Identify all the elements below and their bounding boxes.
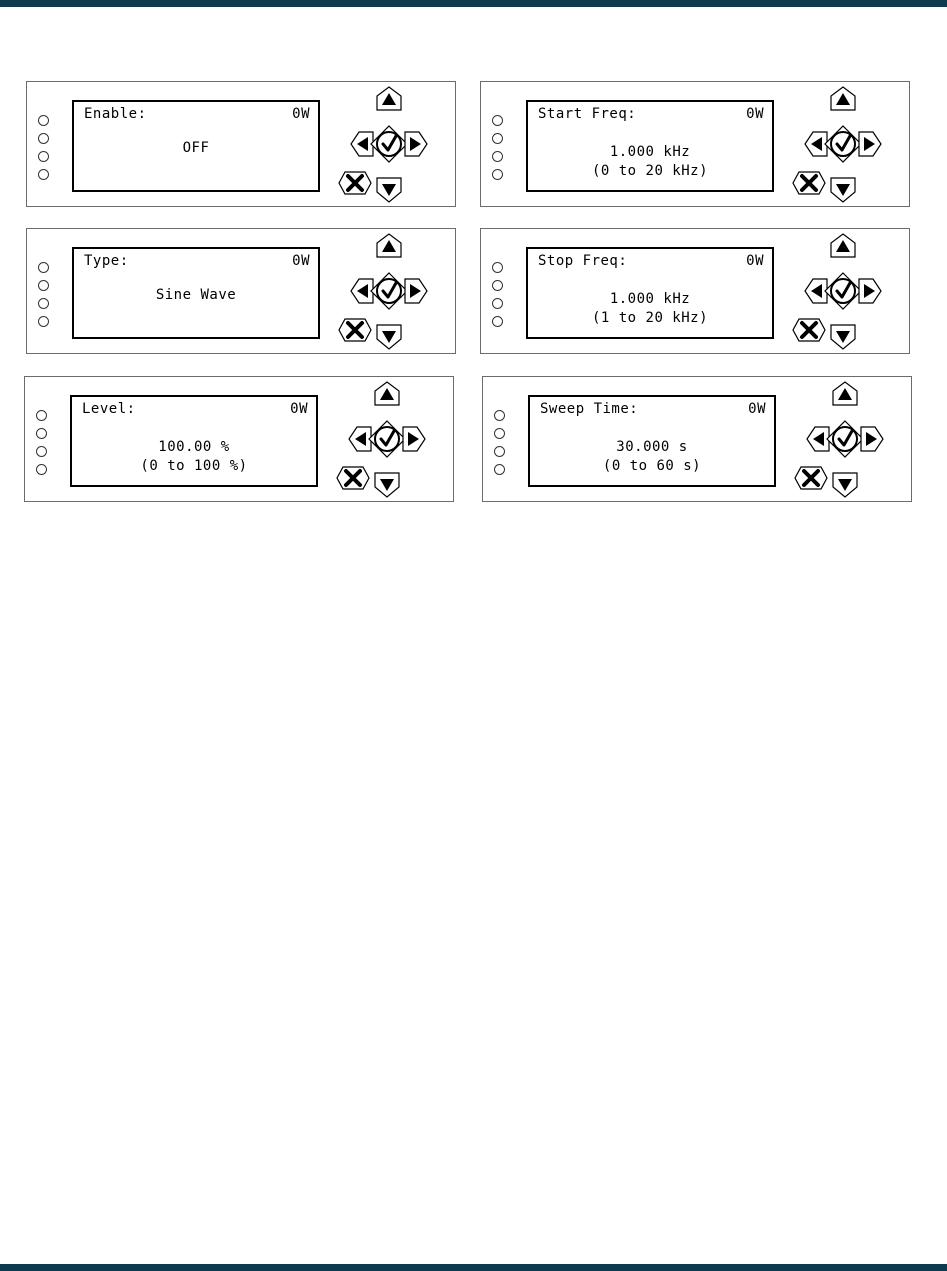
- down-button[interactable]: [831, 178, 855, 202]
- status-led: [38, 298, 49, 309]
- status-led: [492, 316, 503, 327]
- left-button[interactable]: [807, 427, 829, 451]
- footer-bar: [0, 1264, 947, 1271]
- lcd-parameter-range: (0 to 20 kHz): [591, 163, 709, 179]
- enter-button[interactable]: [371, 126, 407, 162]
- status-led: [36, 410, 47, 421]
- up-button[interactable]: [831, 87, 855, 110]
- right-button[interactable]: [861, 427, 883, 451]
- lcd-power-readout: 0W: [746, 253, 764, 269]
- lcd-screen: [526, 100, 774, 192]
- lcd-screen: [70, 395, 318, 487]
- down-button[interactable]: [377, 178, 401, 202]
- status-led: [494, 446, 505, 457]
- enter-button[interactable]: [827, 421, 863, 457]
- escape-button[interactable]: [793, 172, 825, 194]
- lcd-screen: [72, 247, 320, 339]
- front-panel-2: [480, 81, 910, 207]
- escape-button[interactable]: [339, 319, 371, 341]
- status-led: [36, 428, 47, 439]
- lcd-parameter-label: Level:: [82, 401, 136, 417]
- up-button[interactable]: [377, 234, 401, 257]
- right-button[interactable]: [403, 427, 425, 451]
- lcd-parameter-label: Enable:: [84, 106, 147, 122]
- navigation-keypad: [789, 381, 909, 499]
- lcd-parameter-value: OFF: [182, 140, 210, 156]
- status-led: [36, 464, 47, 475]
- up-button[interactable]: [833, 382, 857, 405]
- status-led: [492, 169, 503, 180]
- navigation-keypad: [787, 86, 907, 204]
- lcd-parameter-label: Type:: [84, 253, 129, 269]
- navigation-keypad: [787, 233, 907, 351]
- enter-button[interactable]: [825, 126, 861, 162]
- right-button[interactable]: [859, 279, 881, 303]
- front-panel-4: [480, 228, 910, 354]
- left-button[interactable]: [349, 427, 371, 451]
- header-bar: [0, 0, 947, 7]
- lcd-parameter-range: (0 to 60 s): [602, 458, 702, 474]
- status-led: [38, 280, 49, 291]
- lcd-power-readout: 0W: [292, 106, 310, 122]
- left-button[interactable]: [805, 279, 827, 303]
- lcd-screen: [72, 100, 320, 192]
- lcd-power-readout: 0W: [748, 401, 766, 417]
- status-led: [38, 316, 49, 327]
- status-led: [38, 169, 49, 180]
- up-button[interactable]: [377, 87, 401, 110]
- down-button[interactable]: [377, 325, 401, 349]
- status-led: [494, 428, 505, 439]
- up-button[interactable]: [831, 234, 855, 257]
- lcd-parameter-range: (1 to 20 kHz): [591, 310, 709, 326]
- status-led: [492, 151, 503, 162]
- status-led: [492, 262, 503, 273]
- status-led: [492, 298, 503, 309]
- status-led: [494, 410, 505, 421]
- lcd-parameter-range: (0 to 100 %): [140, 458, 248, 474]
- lcd-screen: [528, 395, 776, 487]
- up-button[interactable]: [375, 382, 399, 405]
- lcd-power-readout: 0W: [292, 253, 310, 269]
- status-led: [38, 151, 49, 162]
- escape-button[interactable]: [337, 467, 369, 489]
- right-button[interactable]: [859, 132, 881, 156]
- enter-button[interactable]: [369, 421, 405, 457]
- navigation-keypad: [331, 381, 451, 499]
- down-button[interactable]: [831, 325, 855, 349]
- enter-button[interactable]: [371, 273, 407, 309]
- lcd-power-readout: 0W: [290, 401, 308, 417]
- escape-button[interactable]: [339, 172, 371, 194]
- escape-button[interactable]: [795, 467, 827, 489]
- lcd-power-readout: 0W: [746, 106, 764, 122]
- lcd-screen: [526, 247, 774, 339]
- lcd-parameter-value: Sine Wave: [155, 287, 237, 303]
- right-button[interactable]: [405, 132, 427, 156]
- down-button[interactable]: [833, 473, 857, 497]
- lcd-parameter-value: 100.00 %: [158, 439, 230, 455]
- status-led: [38, 262, 49, 273]
- down-button[interactable]: [375, 473, 399, 497]
- right-button[interactable]: [405, 279, 427, 303]
- status-led: [492, 133, 503, 144]
- status-led: [38, 115, 49, 126]
- navigation-keypad: [333, 233, 453, 351]
- lcd-parameter-label: Stop Freq:: [538, 253, 628, 269]
- left-button[interactable]: [805, 132, 827, 156]
- front-panel-5: [24, 376, 454, 502]
- front-panel-3: [26, 228, 456, 354]
- lcd-parameter-label: Start Freq:: [538, 106, 637, 122]
- lcd-parameter-value: 1.000 kHz: [609, 144, 691, 160]
- status-led: [492, 280, 503, 291]
- front-panel-6: [482, 376, 912, 502]
- left-button[interactable]: [351, 132, 373, 156]
- lcd-parameter-label: Sweep Time:: [540, 401, 639, 417]
- lcd-parameter-value: 30.000 s: [616, 439, 688, 455]
- status-led: [492, 115, 503, 126]
- navigation-keypad: [333, 86, 453, 204]
- status-led: [36, 446, 47, 457]
- escape-button[interactable]: [793, 319, 825, 341]
- left-button[interactable]: [351, 279, 373, 303]
- lcd-parameter-value: 1.000 kHz: [609, 291, 691, 307]
- enter-button[interactable]: [825, 273, 861, 309]
- status-led: [38, 133, 49, 144]
- front-panel-1: [26, 81, 456, 207]
- status-led: [494, 464, 505, 475]
